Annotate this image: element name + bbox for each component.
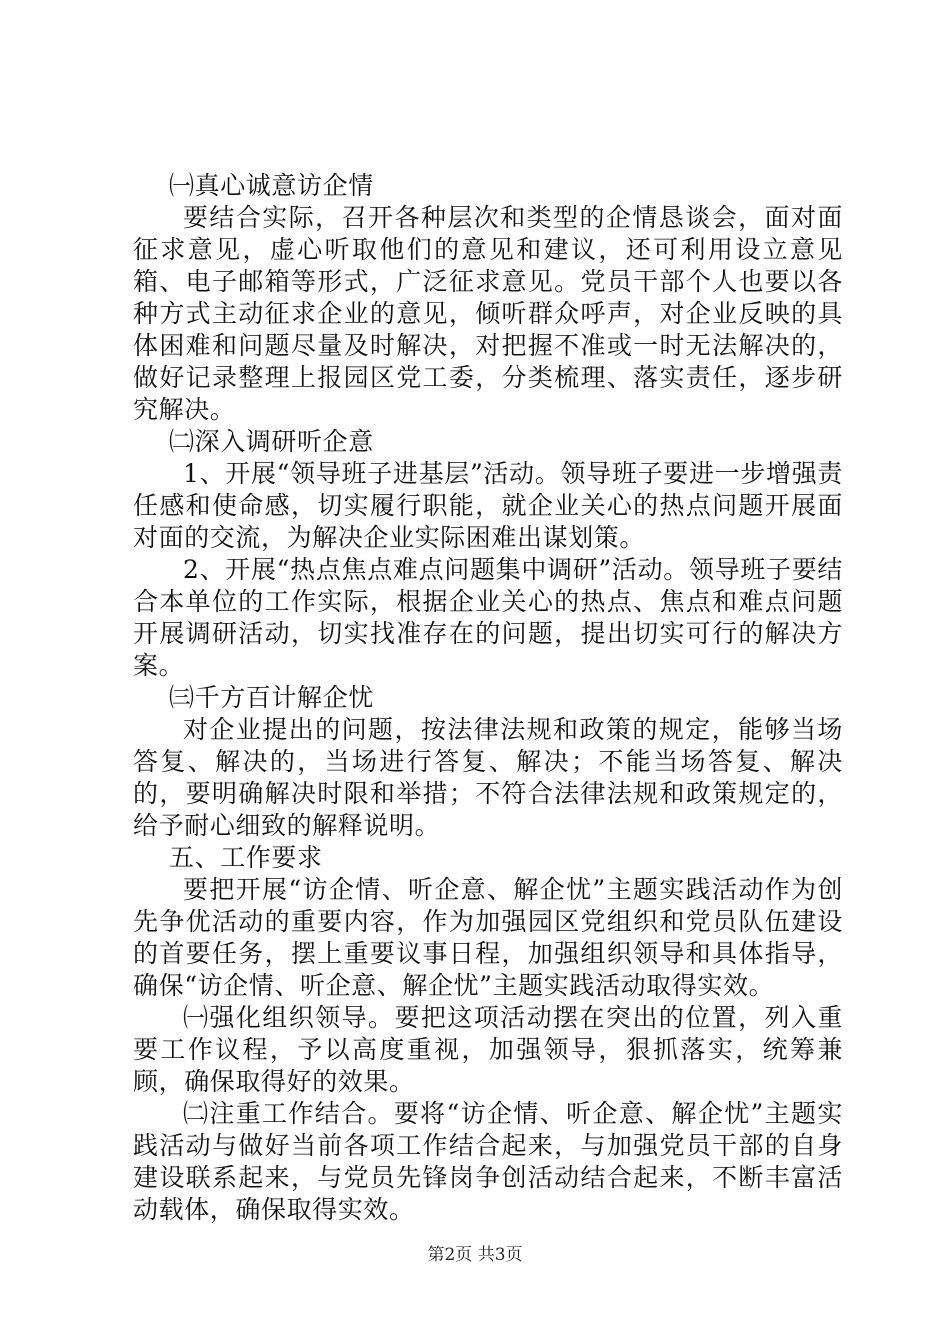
paragraph-solve: 对企业提出的问题，按法律法规和政策的规定，能够当场答复、解决的，当场进行答复、解决；不能当场答复、解决的，要明确解决时限和举措；不符合法律法规和政策规定的，给予耐心细致的解释说明。 bbox=[133, 715, 843, 840]
page-footer: 第2页 共3页 bbox=[427, 1245, 523, 1265]
paragraph-visit: 要结合实际，召开各种层次和类型的企情恳谈会，面对面征求意见，虚心听取他们的意见和建议，还可利用设立意见箱、电子邮箱等形式，广泛征求意见。党员干部个人也要以各种方式主动征求企业的意见，倾听群众呼声，对企业反映的具体困难和问题尽量及时解决，对把握不准或一时无法解决的，做好记录整理上报园区党工委，分类梳理、落实责任，逐步研究解决。 bbox=[133, 203, 843, 424]
paragraph-leadership: ㈠强化组织领导。要把这项活动摆在突出的位置，列入重要工作议程，予以高度重视，加强领导，狠抓落实，统筹兼顾，确保取得好的效果。 bbox=[133, 1003, 843, 1096]
paragraph-requirements: 要把开展“访企情、听企意、解企忧”主题实践活动作为创先争优活动的重要内容，作为加强园区党组织和党员队伍建设的首要任务，摆上重要议事日程，加强组织领导和具体指导，确保“访企情、听企意、解企忧”主题实践活动取得实效。 bbox=[133, 875, 843, 1000]
section-heading-research: ㈡深入调研听企意 bbox=[169, 427, 374, 456]
paragraph-integration: ㈡注重工作结合。要将“访企情、听企意、解企忧”主题实践活动与做好当前各项工作结合起来，与加强党员干部的自身建设联系起来，与党员先锋岗争创活动结合起来，不断丰富活动载体，确保取得实效。 bbox=[133, 1099, 843, 1224]
paragraph-research-2: 2、开展“热点焦点难点问题集中调研”活动。领导班子要结合本单位的工作实际，根据企业关心的热点、焦点和难点问题开展调研活动，切实找准存在的问题，提出切实可行的解决方案。 bbox=[133, 555, 843, 680]
section-heading-solve: ㈢千方百计解企忧 bbox=[169, 683, 374, 712]
document-body bbox=[133, 170, 843, 1226]
paragraph-research-1: 1、开展“领导班子进基层”活动。领导班子要进一步增强责任感和使命感，切实履行职能，就企业关心的热点问题开展面对面的交流，为解决企业实际困难出谋划策。 bbox=[133, 459, 843, 552]
section-heading-visit: ㈠真心诚意访企情 bbox=[169, 171, 374, 200]
section-heading-requirements: 五、工作要求 bbox=[169, 843, 323, 872]
